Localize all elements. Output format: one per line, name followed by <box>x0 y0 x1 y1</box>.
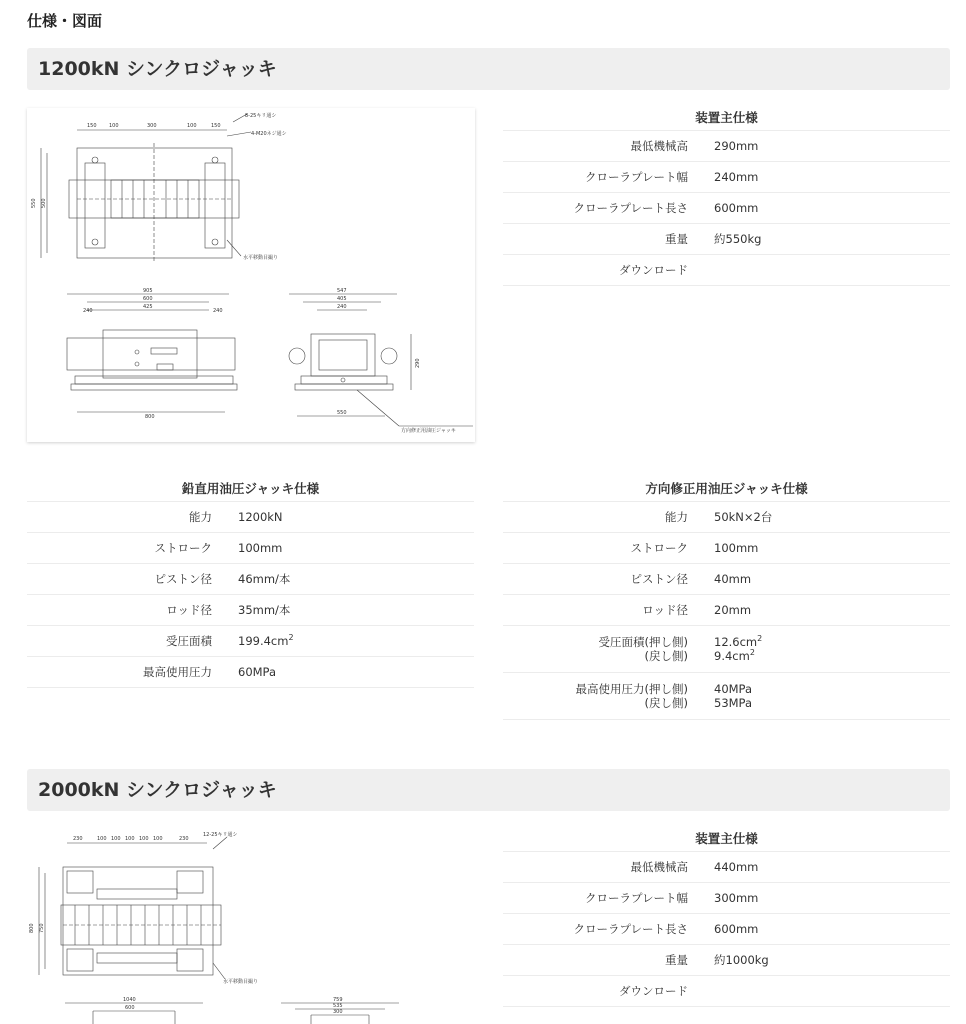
spec-key: ロッド径 <box>166 603 212 617</box>
dim-label: 547 <box>337 288 347 294</box>
dim-label: 100 <box>187 123 197 129</box>
table-row <box>503 595 950 626</box>
dim-label: 230 <box>179 836 189 842</box>
table-row <box>503 131 950 162</box>
dim-label: 600 <box>125 1005 135 1011</box>
dim-label: 150 <box>87 123 97 129</box>
table-row <box>503 564 950 595</box>
section-title-2000kn: 2000kN シンクロジャッキ <box>27 769 950 811</box>
spec-key: 重量 <box>665 953 688 967</box>
dim-label: 550 <box>337 410 347 416</box>
dim-label: 1040 <box>123 997 136 1003</box>
vertical-jack-spec-table <box>27 479 474 688</box>
spec-key: クローラプレート幅 <box>584 891 688 905</box>
spec-value: 600mm <box>714 201 759 215</box>
dim-label: 905 <box>143 288 153 294</box>
spec-value: 100mm <box>714 541 759 555</box>
spec-value: 60MPa <box>238 665 277 679</box>
jack-note: 方向修正用油圧ジャッキ <box>401 428 456 434</box>
spec-key: クローラプレート長さ <box>573 922 688 936</box>
spec-heading: 方向修正用油圧ジャッキ仕様 <box>503 479 950 502</box>
hole-note: 4-M20ネジ通シ <box>251 131 287 137</box>
dim-label: 100 <box>153 836 163 842</box>
dim-label: 600 <box>143 296 153 302</box>
spec-value: 290mm <box>714 139 759 153</box>
eye-note: 水平移動目撮り <box>243 255 279 261</box>
spec-key: 能力 <box>189 510 212 524</box>
dim-label: 300 <box>147 123 157 129</box>
table-row <box>27 657 474 688</box>
spec-value: 240mm <box>714 170 759 184</box>
spec-value: 50kN×2台 <box>714 510 773 524</box>
dim-label: 425 <box>143 304 153 310</box>
dim-label: 100 <box>139 836 149 842</box>
section-title-1200kn: 1200kN シンクロジャッキ <box>27 48 950 90</box>
spec-key: ロッド径 <box>642 603 688 617</box>
spec-value: 40mm <box>714 572 752 586</box>
table-row <box>503 533 950 564</box>
dim-label: 550 <box>31 198 37 208</box>
dim-label: 100 <box>97 836 107 842</box>
dim-label: 240 <box>213 308 223 314</box>
table-row <box>503 852 950 883</box>
spec-key: ピストン径 <box>630 572 688 586</box>
dim-label: 800 <box>145 414 155 420</box>
spec-key: ピストン径 <box>154 572 212 586</box>
spec-key: 重量 <box>665 232 688 246</box>
spec-value: 約550kg <box>714 232 762 246</box>
device-spec-table-2000kn <box>503 829 950 1007</box>
spec-key: 最高使用圧力(押し側) (戻し側) <box>575 682 688 710</box>
dim-label: 240 <box>83 308 93 314</box>
spec-heading: 装置主仕様 <box>503 829 950 852</box>
table-row <box>503 945 950 976</box>
spec-value: 35mm/本 <box>238 603 291 617</box>
dim-label: 759 <box>333 997 343 1003</box>
table-row <box>503 502 950 533</box>
dim-label: 405 <box>337 296 347 302</box>
spec-heading: 装置主仕様 <box>503 108 950 131</box>
spec-value: $199.4cm^2$ <box>238 633 294 648</box>
download-label: ダウンロード <box>619 263 688 277</box>
table-row <box>503 883 950 914</box>
dim-label: 100 <box>125 836 135 842</box>
dim-label: 100 <box>111 836 121 842</box>
download-row[interactable] <box>503 976 950 1007</box>
table-row <box>503 914 950 945</box>
dim-label: 800 <box>29 923 35 933</box>
device-spec-table-1200kn <box>503 108 950 286</box>
spec-heading: 鉛直用油圧ジャッキ仕様 <box>27 479 474 502</box>
table-row <box>27 595 474 626</box>
table-row <box>503 193 950 224</box>
dim-label: 300 <box>333 1009 343 1015</box>
page-heading: 仕様・図面 <box>27 12 103 30</box>
drawing-2000kn[interactable] <box>27 829 475 1024</box>
dim-label: 750 <box>39 923 45 933</box>
spec-key: ストローク <box>154 541 212 555</box>
spec-value: 40MPa 53MPa <box>714 682 753 710</box>
dim-label: 290 <box>415 358 421 368</box>
spec-value: 600mm <box>714 922 759 936</box>
table-row <box>503 224 950 255</box>
spec-key: 最低機械高 <box>630 139 688 153</box>
spec-value: 1200kN <box>238 510 283 524</box>
eye-note: 水平移動目撮り <box>223 979 259 985</box>
dim-label: 535 <box>333 1003 343 1009</box>
dim-label: 240 <box>337 304 347 310</box>
drawing-1200kn[interactable] <box>27 108 475 442</box>
spec-key: 最低機械高 <box>630 860 688 874</box>
spec-key: 最高使用圧力 <box>143 665 212 679</box>
dim-label: 500 <box>41 198 47 208</box>
download-row[interactable] <box>503 255 950 286</box>
table-row <box>503 626 950 673</box>
table-row <box>503 673 950 720</box>
spec-key: 能力 <box>665 510 688 524</box>
hole-note: 8-25キリ通シ <box>245 113 277 119</box>
technical-drawing-2000kn <box>27 829 475 1024</box>
spec-value: $12.6cm^2$ $9.4cm^2$ <box>714 634 763 663</box>
spec-value: 300mm <box>714 891 759 905</box>
dim-label: 230 <box>73 836 83 842</box>
download-label: ダウンロード <box>619 984 688 998</box>
spec-value: 20mm <box>714 603 752 617</box>
table-row <box>27 533 474 564</box>
table-row <box>27 564 474 595</box>
spec-key: 受圧面積 <box>166 634 212 648</box>
spec-value: 440mm <box>714 860 759 874</box>
spec-key: 受圧面積(押し側) (戻し側) <box>598 635 688 663</box>
dim-label: 100 <box>109 123 119 129</box>
hole-note: 12-25キリ通シ <box>203 832 238 838</box>
table-row <box>503 162 950 193</box>
dim-label: 150 <box>211 123 221 129</box>
spec-key: ストローク <box>630 541 688 555</box>
spec-key: クローラプレート幅 <box>584 170 688 184</box>
spec-value: 約1000kg <box>714 953 769 967</box>
table-row <box>27 502 474 533</box>
table-row <box>27 626 474 657</box>
spec-value: 100mm <box>238 541 283 555</box>
spec-key: クローラプレート長さ <box>573 201 688 215</box>
spec-value: 46mm/本 <box>238 572 291 586</box>
direction-jack-spec-table <box>503 479 950 720</box>
technical-drawing-1200kn <box>27 108 475 442</box>
